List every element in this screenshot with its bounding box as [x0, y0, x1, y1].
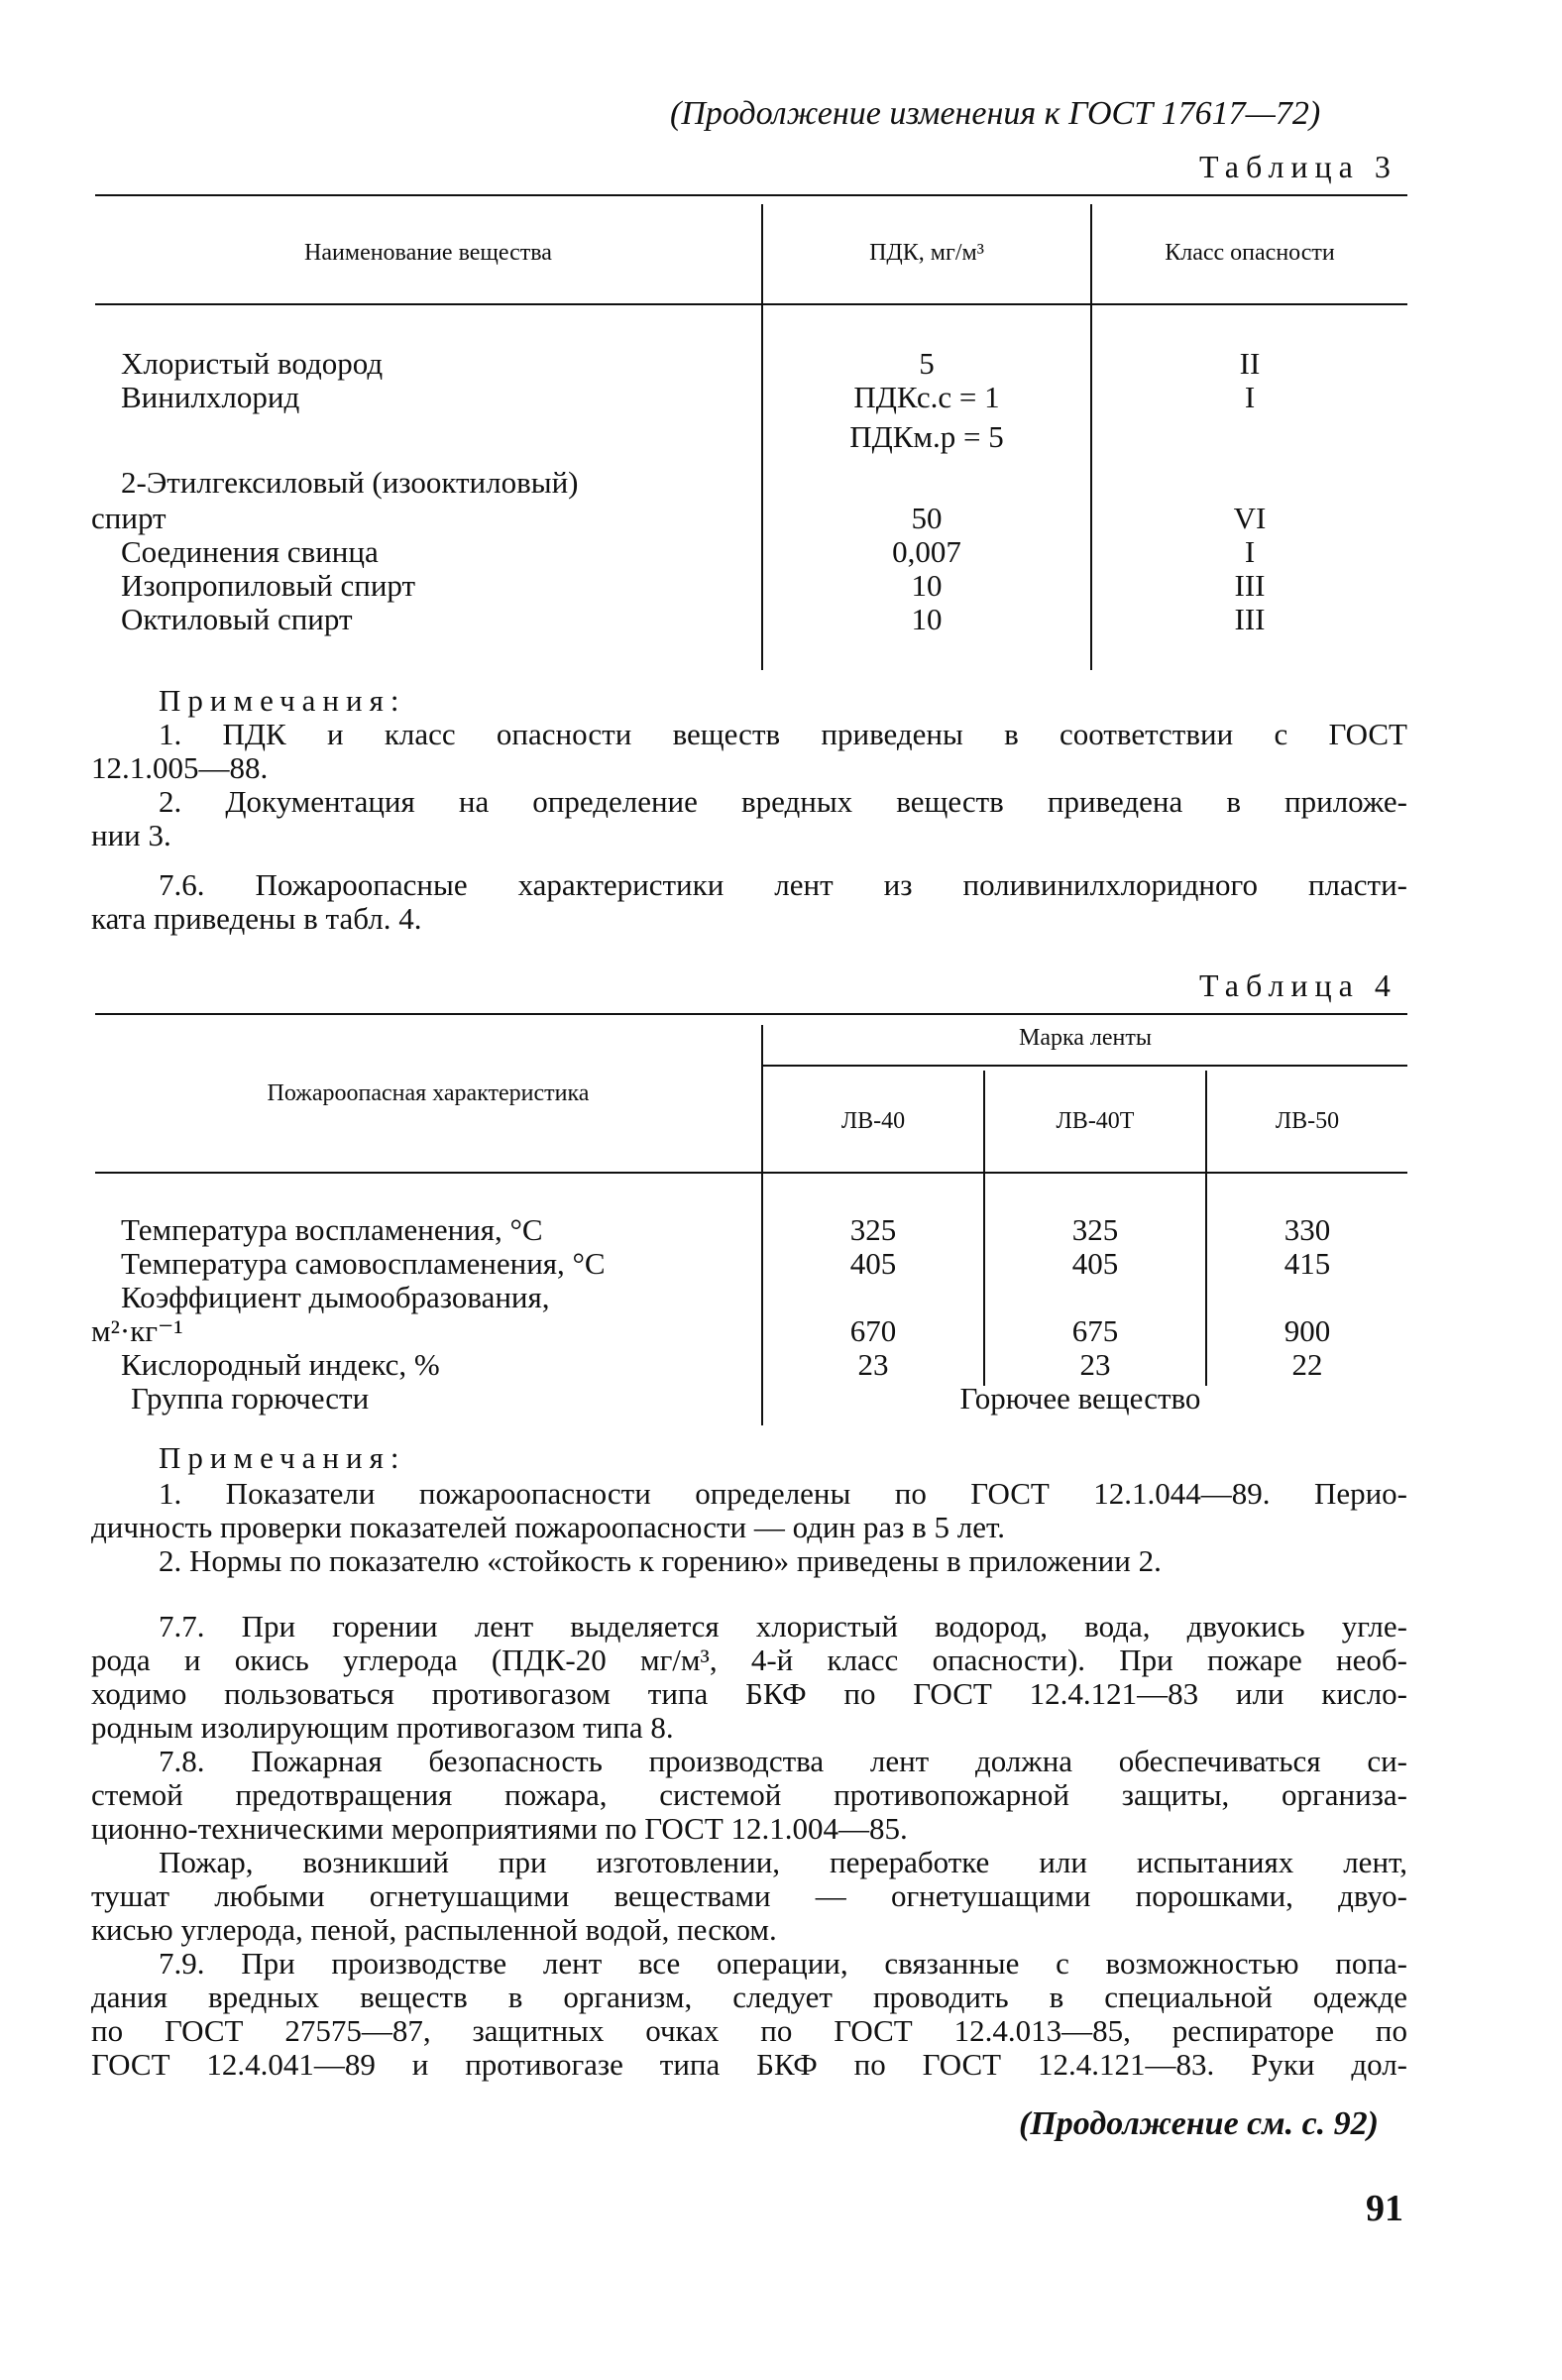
table4-brand-lv50: ЛВ-50: [1275, 1108, 1340, 1134]
table4-cell: 900: [1283, 1313, 1331, 1348]
table4-cell: 325: [1071, 1212, 1119, 1247]
page-number: 91: [1366, 2188, 1403, 2229]
table4-row-name: Коэффициент дымообразования,: [121, 1280, 550, 1314]
table3-row-name: Соединения свинца: [121, 534, 379, 569]
section-7-7-line: рода и окись углерода (ПДК-20 мг/м³, 4-й класс опасности). При пожаре необ-: [91, 1643, 1407, 1677]
section-7-9-line: 7.9. При производстве лент все операции, связанные с возможностью попа-: [159, 1946, 1407, 1981]
table4-brand-lv40t: ЛВ-40Т: [1056, 1108, 1135, 1134]
table4-cell: 330: [1283, 1212, 1331, 1247]
table4-cell: 415: [1283, 1246, 1331, 1281]
table3-row-class: I: [1244, 534, 1256, 569]
table4-cell: 670: [849, 1313, 897, 1348]
table4-row-name: м²·кг⁻¹: [91, 1313, 183, 1348]
table4-header-rule: [95, 1172, 1407, 1174]
table4-row-name: Кислородный индекс, %: [121, 1347, 440, 1382]
table4-row-name: Группа горючести: [131, 1381, 370, 1416]
table3-row-name: Хлористый водород: [121, 346, 384, 381]
section-7-8b-line: тушат любыми огнетушащими веществами — огнетушащими порошками, двуо-: [91, 1878, 1407, 1913]
table3-row-pdk: ПДКм.р = 5: [849, 419, 1004, 454]
notes2-item-2: 2. Нормы по показателю «стойкость к горению» приведены в приложении 2.: [159, 1543, 1162, 1578]
table3-header-rule: [95, 303, 1407, 305]
table3-row-name: 2-Этилгексиловый (изооктиловый): [121, 465, 579, 500]
table4-cell: 23: [857, 1347, 889, 1382]
table3-row-name: спирт: [91, 501, 167, 535]
table3-top-rule: [95, 194, 1407, 196]
table3-row-pdk: 10: [911, 602, 943, 636]
table4-top-rule: [95, 1013, 1407, 1015]
section-7-6-line-2: ката приведены в табл. 4.: [91, 901, 422, 936]
table4-caption: Таблица 4: [1199, 967, 1397, 1003]
table4-combustible-cell: Горючее вещество: [959, 1381, 1201, 1416]
table3-row-name: Октиловый спирт: [121, 602, 353, 636]
table3-row-name: Винилхлорид: [121, 380, 300, 414]
section-7-7-line: родным изолирующим противогазом типа 8.: [91, 1710, 674, 1745]
table3-row-pdk: 5: [919, 346, 935, 381]
notes1-item-2b: нии 3.: [91, 818, 171, 852]
table3-row-class: I: [1244, 380, 1256, 414]
section-7-8b-line: кисью углерода, пеной, распыленной водой, песком.: [91, 1912, 777, 1947]
table3-row-class: II: [1239, 346, 1261, 381]
continuation-header: (Продолжение изменения к ГОСТ 17617—72): [670, 95, 1321, 132]
table4-brand-lv40: ЛВ-40: [840, 1108, 906, 1134]
table3-row-pdk: 0,007: [892, 534, 961, 569]
section-7-9-line: дания вредных веществ в организм, следует проводить в специальной одежде: [91, 1980, 1407, 2014]
table4-cell: 405: [849, 1246, 897, 1281]
table3-row-pdk: ПДКс.с = 1: [853, 380, 1000, 414]
section-7-8-line: 7.8. Пожарная безопасность производства лент должна обеспечиваться си-: [159, 1744, 1407, 1778]
section-7-8-line: ционно-техническими мероприятиями по ГОСТ 12.1.004—85.: [91, 1811, 908, 1846]
section-7-9-line: по ГОСТ 27575—87, защитных очках по ГОСТ 12.4.013—85, респираторе по: [91, 2013, 1407, 2048]
notes1-item-1b: 12.1.005—88.: [91, 750, 269, 785]
table4-row-name: Температура самовоспламенения, °С: [121, 1246, 606, 1281]
table4-header-characteristic: Пожароопасная характеристика: [267, 1080, 590, 1106]
section-7-7-line: ходимо пользоваться противогазом типа БКФ по ГОСТ 12.4.121—83 или кисло-: [91, 1676, 1407, 1711]
table4-row-name: Температура воспламенения, °С: [121, 1212, 543, 1247]
notes1-title: Примечания:: [159, 683, 406, 718]
table4-cell: 325: [849, 1212, 897, 1247]
continuation-footer: (Продолжение см. с. 92): [1019, 2105, 1379, 2142]
table3-row-class: III: [1234, 602, 1266, 636]
table3-header-pdk: ПДК, мг/м³: [869, 240, 984, 266]
table3-row-pdk: 10: [911, 568, 943, 603]
notes1-item-1a: 1. ПДК и класс опасности веществ приведены в соответствии с ГОСТ: [159, 717, 1407, 751]
section-7-8b-line: Пожар, возникший при изготовлении, переработке или испытаниях лент,: [159, 1845, 1407, 1879]
section-7-6-line-1: 7.6. Пожароопасные характеристики лент из поливинилхлоридного пласти-: [159, 867, 1407, 902]
notes2-item-1a: 1. Показатели пожароопасности определены по ГОСТ 12.1.044—89. Перио-: [159, 1476, 1407, 1511]
notes2-item-1b: дичность проверки показателей пожароопасности — один раз в 5 лет.: [91, 1510, 1005, 1544]
table4-cell: 22: [1291, 1347, 1323, 1382]
table3-row-class: III: [1234, 568, 1266, 603]
table4-cell: 675: [1071, 1313, 1119, 1348]
table3-header-name: Наименование вещества: [304, 240, 552, 266]
table4-cell: 405: [1071, 1246, 1119, 1281]
table3-row-class: VI: [1233, 501, 1267, 535]
table4-cell: 23: [1079, 1347, 1111, 1382]
table4-brand-rule: [763, 1065, 1407, 1067]
section-7-7-line: 7.7. При горении лент выделяется хлористый водород, вода, двуокись угле-: [159, 1609, 1407, 1643]
table3-row-pdk: 50: [911, 501, 943, 535]
section-7-8-line: стемой предотвращения пожара, системой противопожарной защиты, организа-: [91, 1777, 1407, 1812]
table3-row-name: Изопропиловый спирт: [121, 568, 416, 603]
table3-header-class: Класс опасности: [1165, 240, 1335, 266]
table4-header-brand: Марка ленты: [1018, 1025, 1153, 1051]
notes2-title: Примечания:: [159, 1440, 406, 1475]
notes1-item-2a: 2. Документация на определение вредных веществ приведена в приложе-: [159, 784, 1407, 819]
section-7-9-line: ГОСТ 12.4.041—89 и противогазе типа БКФ по ГОСТ 12.4.121—83. Руки дол-: [91, 2047, 1407, 2082]
table3-caption: Таблица 3: [1199, 149, 1397, 184]
